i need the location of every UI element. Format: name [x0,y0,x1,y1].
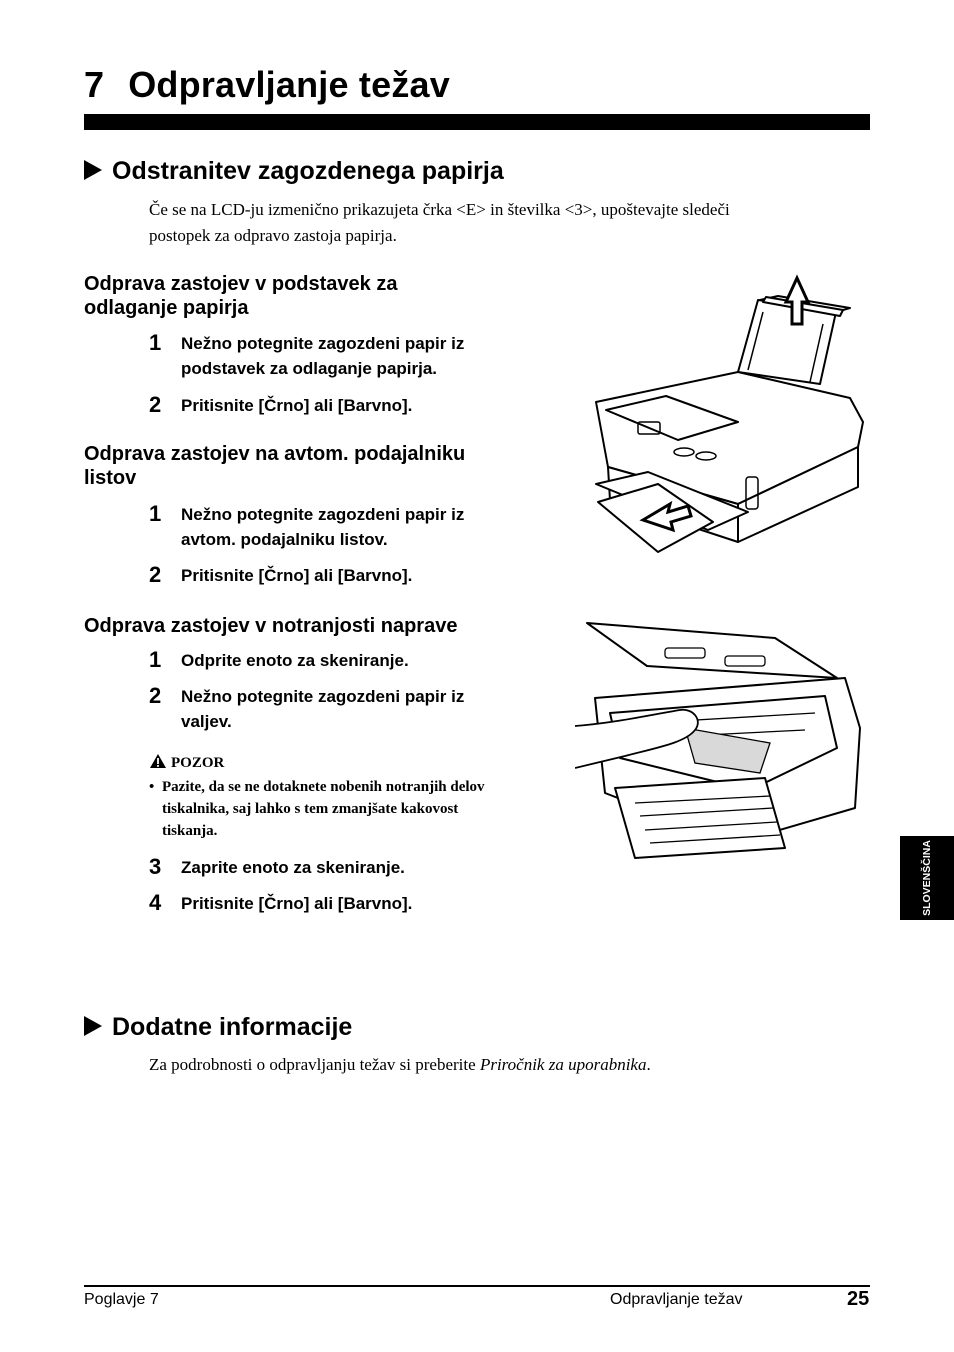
footer-chapter: Poglavje 7 [84,1291,159,1308]
step-number: 2 [149,392,162,417]
language-tab [900,836,954,920]
caution-line: Pazite, da se ne dotaknete nobenih notranjih delov [162,779,485,795]
intro-line-2: postopek za odpravo zastoja papirja. [149,226,397,245]
section-heading-additional-info [84,1013,352,1042]
title-rule [84,114,870,130]
chapter-title [84,64,450,106]
additional-info-text [149,1052,651,1078]
step-line: avtom. podajalniku listov. [181,530,388,549]
printer-output-tray-illustration [588,272,873,557]
step-number: 2 [149,683,162,708]
chapter-title-text: Odpravljanje težav [128,64,450,105]
step-text [181,331,464,381]
sub-heading-line: Odprava zastojev na avtom. podajalniku [84,443,466,465]
caution-line: tiskalnika, saj lahko s tem zmanjšate kakovost [162,801,459,817]
chapter-number: 7 [84,64,105,105]
step-number: 1 [149,330,162,355]
step-text: Odprite enoto za skeniranje. [181,651,409,670]
step-number: 2 [149,562,162,587]
sub-heading-line: odlaganje papirja [84,297,249,319]
step-line: valjev. [181,712,232,731]
bullet-mark: • [149,779,155,795]
step-text: Pritisnite [Črno] ali [Barvno]. [181,396,413,415]
section-heading-paper-jam [84,157,504,186]
sub-heading-output-tray [84,272,397,320]
step-text [181,684,464,734]
step-line: Nežno potegnite zagozdeni papir iz [181,334,465,353]
caution-bullet [149,776,559,842]
intro-line-1: Če se na LCD-ju izmenično prikazujeta črka <E> in številka <3>, upoštevajte sledeči [149,200,730,219]
printer-open-scanner-illustration [575,618,870,863]
step-line: Nežno potegnite zagozdeni papir iz [181,687,465,706]
warning-triangle-icon [149,753,167,769]
sub-heading-line: listov [84,467,137,489]
section-intro [149,197,730,249]
caution-title [149,752,224,774]
text-prefix: Za podrobnosti o odpravljanju težav si preberite [149,1055,480,1074]
caution-title-text: POZOR [171,755,225,771]
footer-section-title: Odpravljanje težav [610,1291,743,1308]
step-number: 3 [149,854,162,879]
step-text: Pritisnite [Črno] ali [Barvno]. [181,566,413,585]
step-line: Nežno potegnite zagozdeni papir iz [181,505,465,524]
page-number: 25 [847,1288,870,1310]
step-number: 4 [149,890,162,915]
language-tab-text: SLOVENŠČINA [921,840,933,916]
step-text: Zaprite enoto za skeniranje. [181,858,405,877]
sub-heading-sheet-feeder [84,442,465,490]
section-heading-text: Odstranitev zagozdenega papirja [112,157,504,185]
triangle-right-icon [84,1016,102,1036]
caution-line: tiskanja. [162,823,218,839]
step-number: 1 [149,501,162,526]
triangle-right-icon [84,160,102,180]
manual-reference: Priročnik za uporabnika [479,1055,647,1074]
step-line: podstavek za odlaganje papirja. [181,359,438,378]
step-number: 1 [149,647,162,672]
footer-rule [84,1285,870,1287]
text-suffix: . [646,1055,651,1074]
sub-heading-line: Odprava zastojev v podstavek za [84,273,398,295]
step-text: Pritisnite [Črno] ali [Barvno]. [181,894,413,913]
section-heading-text: Dodatne informacije [112,1013,353,1041]
sub-heading-inside-machine: Odprava zastojev v notranjosti naprave [84,615,458,637]
step-text [181,502,464,552]
